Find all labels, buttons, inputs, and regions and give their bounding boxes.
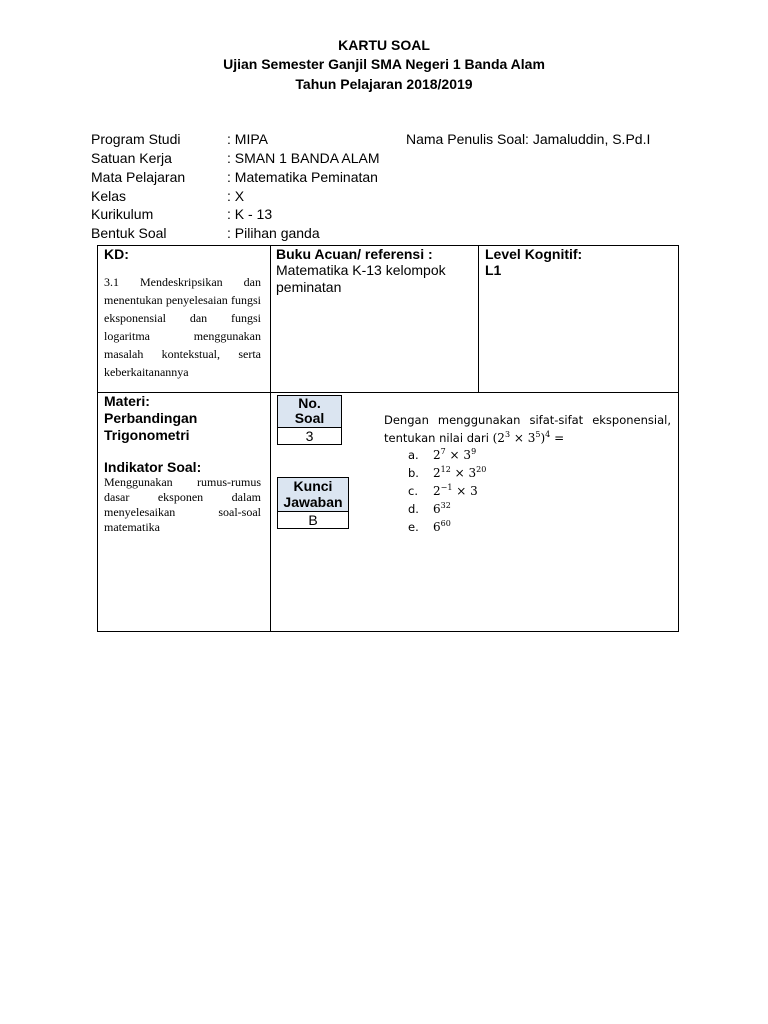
mata-pelajaran-value: : Matematika Peminatan <box>227 169 378 185</box>
option-e: e. $6^{60}$ <box>408 519 451 534</box>
option-b: b. $2^{12} \times 3^{20}$ <box>408 465 487 480</box>
mata-pelajaran-label: Mata Pelajaran <box>91 169 186 185</box>
option-c: c. $2^{-1} \times 3$ <box>408 483 478 498</box>
indikator-text: Menggunakan rumus-rumus dasar eksponen dalam menyelesaikan soal-soal matematika <box>104 475 261 534</box>
level-kognitif-value: L1 <box>485 262 502 278</box>
row-divider <box>97 392 679 393</box>
exam-subtitle: Ujian Semester Ganjil SMA Negeri 1 Banda Alam <box>223 56 545 72</box>
option-a: a. $2^7 \times 3^9$ <box>408 447 477 462</box>
bentuk-soal-label: Bentuk Soal <box>91 225 167 241</box>
kunci-value: B <box>308 512 318 528</box>
answer-options <box>408 446 608 536</box>
kd-label: KD: <box>104 246 129 262</box>
column-divider <box>270 245 271 632</box>
kunci-line2: Jawaban <box>283 494 343 510</box>
level-kognitif-label: Level Kognitif: <box>485 246 583 262</box>
option-d: d. $6^{32}$ <box>408 501 451 516</box>
satuan-kerja-label: Satuan Kerja <box>91 150 172 166</box>
indikator-label: Indikator Soal: <box>104 459 202 475</box>
no-soal-line2: Soal <box>294 410 325 426</box>
kurikulum-value: : K - 13 <box>227 206 273 222</box>
satuan-kerja-value: : SMAN 1 BANDA ALAM <box>227 150 380 166</box>
kelas-value: : X <box>227 188 245 204</box>
program-studi-label: Program Studi <box>91 131 181 147</box>
program-studi-value: : MIPA <box>227 131 268 147</box>
no-soal-line1: No. <box>298 395 321 411</box>
materi-line1: Perbandingan <box>104 410 198 426</box>
card-title: KARTU SOAL <box>338 37 430 53</box>
question-line2 <box>384 429 564 447</box>
kurikulum-label: Kurikulum <box>91 206 154 222</box>
question-line1: Dengan menggunakan sifat-sifat eksponensial, <box>384 413 671 427</box>
question-expression: $(2^3 \times 3^5)^4$ = <box>492 430 565 445</box>
school-year: Tahun Pelajaran 2018/2019 <box>295 76 473 92</box>
buku-acuan-label: Buku Acuan/ referensi : <box>276 246 433 262</box>
no-soal-value: 3 <box>305 428 314 444</box>
bentuk-soal-value: : Pilihan ganda <box>227 225 320 241</box>
kelas-label: Kelas <box>91 188 127 204</box>
column-divider-top <box>478 245 479 393</box>
buku-acuan-text: Matematika K-13 kelompok peminatan <box>276 262 446 295</box>
penulis-soal: Nama Penulis Soal: Jamaluddin, S.Pd.I <box>406 131 651 147</box>
materi-line2: Trigonometri <box>104 427 190 443</box>
kd-text: 3.1 Mendeskripsikan dan menentukan penyelesaian fungsi eksponensial dan fungsi logaritma menggunakan masalah kontekstual, serta keberkaitanannya <box>104 275 261 379</box>
materi-label: Materi: <box>104 393 150 409</box>
question-prefix: tentukan nilai dari <box>384 431 489 445</box>
kunci-line1: Kunci <box>293 478 333 494</box>
